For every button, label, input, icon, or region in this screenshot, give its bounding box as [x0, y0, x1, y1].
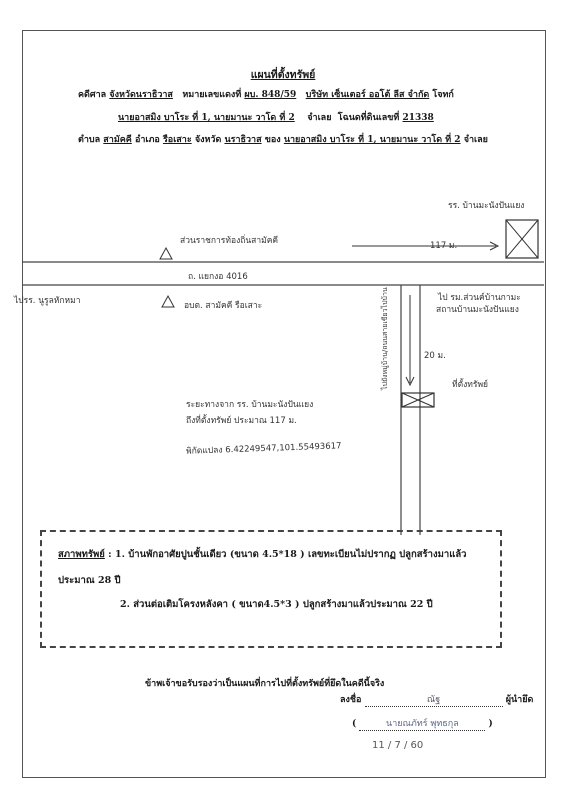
case-number: ผบ. 848/59 [244, 90, 297, 100]
case-no-label: หมายเลขแดงที่ [182, 90, 242, 100]
school-label: รร. บ้านมะนังปันแยง [448, 201, 525, 211]
subdistrict: สามัคคี [103, 135, 132, 145]
deed-label: โฉนดที่ดินเลขที่ [337, 113, 400, 123]
defendant: นายอาสมิง บาโระ ที่ 1, นายมานะ วาโด ที่ 2 [118, 113, 295, 123]
status-item-1: 1. บ้านพักอาศัยปูนชั้นเดียว (ขนาด 4.5*18 ) เลขทะเบียนไม่ปรากฏ ปลูกสร้างมาแล้ว [115, 549, 467, 560]
signer-role: ผู้นำยึด [505, 695, 534, 705]
province-label: จังหวัด [194, 135, 222, 145]
court-name: จังหวัดนราธิวาส [109, 90, 173, 100]
sign-date: 11 / 7 / 60 [372, 740, 424, 751]
district: รือเสาะ [162, 135, 192, 145]
road-label: ถ. แยกงอ 4016 [188, 272, 248, 282]
district-label: อำเภอ [134, 135, 160, 145]
defendant-role: จำเลย [307, 113, 332, 123]
signature-line [340, 692, 533, 707]
signer-name: นายณภัทร์ พุทธกุล [359, 716, 485, 731]
sao-label: อบต. สามัคคี รือเสาะ [184, 301, 263, 311]
status-line-1: สภาพทรัพย์ : 1. บ้านพักอาศัยปูนชั้นเดียว (ขนาด 4.5*18 ) เลขทะเบียนไม่ปรากฏ ปลูกสร้างมาแล้ว [58, 549, 467, 560]
page-title: แผนที่ตั้งทรัพย์ [250, 69, 316, 81]
owner-role: จำเลย [463, 135, 488, 145]
right-direction-label-1: ไป รม.ส่วนค์บ้านกามะ [438, 293, 521, 303]
route-note-1: ระยะทางจาก รร. บ้านมะนังปันแยง [186, 400, 314, 410]
sign-label: ลงชื่อ [340, 695, 362, 705]
coordinates: พิกัดแปลง 6.42249547,101.55493617 [185, 441, 342, 457]
signature-scrawl: ณัฐ [365, 692, 503, 707]
province: นราธิวาส [224, 135, 262, 145]
owner: นายอาสมิง บาโระ ที่ 1, นายมานะ วาโด ที่ 2 [283, 135, 461, 145]
ward-office-label: ส่วนราชการท้องถิ่นสามัคคี [180, 236, 279, 246]
signer-name-line: ( นายณภัทร์ พุทธกุล ) [352, 716, 493, 731]
subdistrict-label: ตำบล [78, 135, 101, 145]
right-direction-label-2: สถานบ้านมะนังปันแยง [436, 305, 519, 315]
status-line-1b: ประมาณ 28 ปี [58, 575, 121, 586]
property-label: ที่ตั้งทรัพย์ [452, 380, 489, 390]
case-prefix: คดีศาล [78, 90, 107, 100]
owner-label: ของ [264, 135, 281, 145]
plaintiff: บริษัท เซ็นเตอร์ ออโต้ ลีส จำกัด [305, 90, 430, 100]
plaintiff-role: โจทก์ [432, 90, 454, 100]
left-direction-label: ไปรร. นูรูลหักหมา [14, 296, 81, 306]
deed-number: 21338 [402, 113, 434, 123]
route-note-2: ถึงที่ตั้งทรัพย์ ประมาณ 117 ม. [186, 416, 297, 426]
status-label: สภาพทรัพย์ [58, 549, 105, 560]
landmark-sao [162, 296, 174, 307]
distance-side-label: 20 ม. [424, 351, 446, 361]
certification-text: ข้าพเจ้าขอรับรองว่าเป็นแผนที่การไปที่ตั้งทรัพย์ที่ยึดในคดีนี้จริง [145, 679, 385, 689]
vertical-road-label: ไปยังหมู่บ้าน/ถนนสายเขียวไปบ้าน [381, 287, 389, 390]
status-item-2: 2. ส่วนต่อเติมโครงหลังคา ( ขนาด4.5*3 ) ปลูกสร้างมาแล้วประมาณ 22 ปี [120, 599, 433, 610]
distance-top-label: 117 ม. [430, 241, 458, 251]
landmark-ward-office [160, 248, 172, 259]
